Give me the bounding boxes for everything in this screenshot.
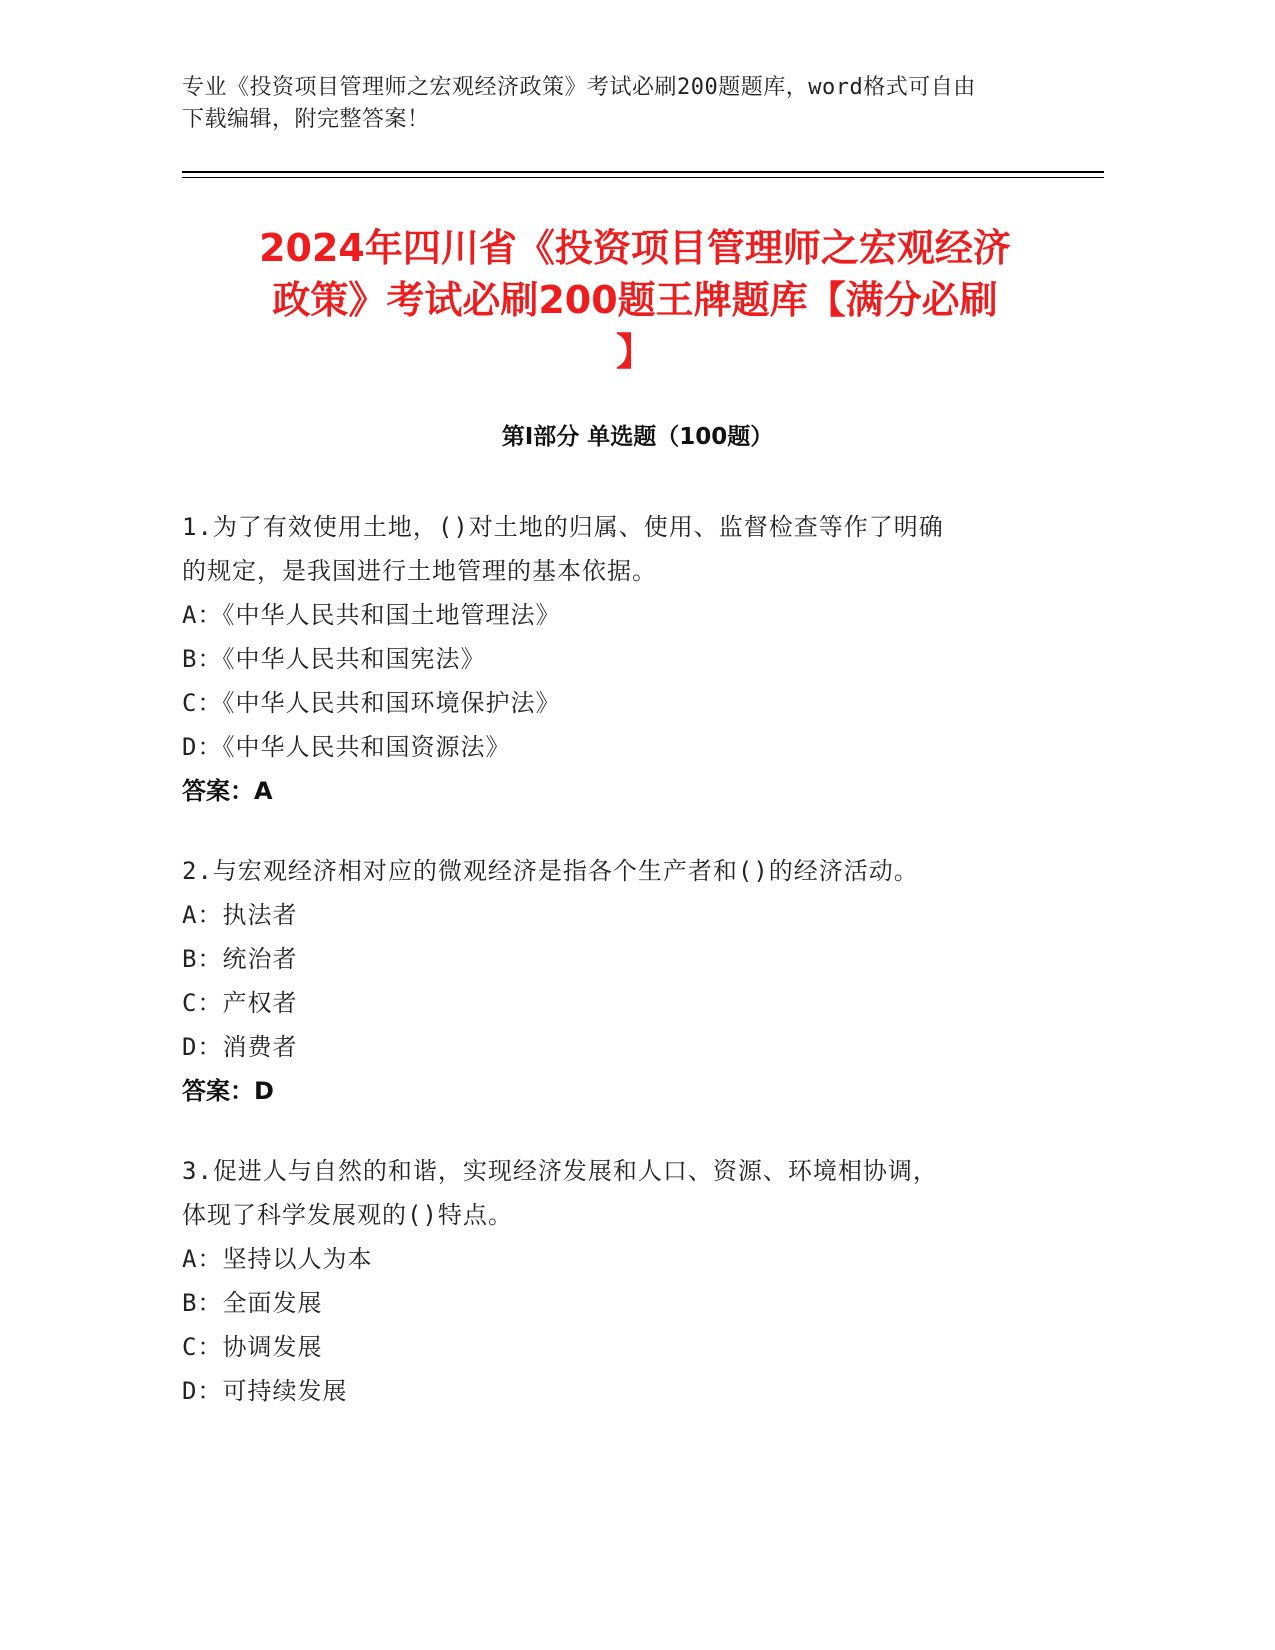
question-stem: 的规定，是我国进行土地管理的基本依据。 xyxy=(182,557,657,585)
option-b: B：统治者 xyxy=(182,945,298,973)
question-item xyxy=(182,505,1022,813)
header-note-line: 专业《投资项目管理师之宏观经济政策》考试必刷200题题库，word格式可自由 xyxy=(182,75,976,100)
question-item xyxy=(182,849,1022,1113)
answer-label: 答案：A xyxy=(182,777,273,805)
question-stem: 2.与宏观经济相对应的微观经济是指各个生产者和()的经济活动。 xyxy=(182,857,919,885)
option-a: A：《中华人民共和国土地管理法》 xyxy=(182,601,561,629)
question-stem: 1.为了有效使用土地，()对土地的归属、使用、监督检查等作了明确 xyxy=(182,513,944,541)
title-line: 2024年四川省《投资项目管理师之宏观经济 xyxy=(259,226,1011,270)
header-divider-thick xyxy=(182,171,1104,173)
option-d: D：《中华人民共和国资源法》 xyxy=(182,733,511,761)
option-d: D：可持续发展 xyxy=(182,1377,348,1405)
title-line: 政策》考试必刷200题王牌题库【满分必刷 xyxy=(272,278,998,322)
question-stem: 3.促进人与自然的和谐，实现经济发展和人口、资源、环境相协调， xyxy=(182,1157,938,1185)
option-c: C：协调发展 xyxy=(182,1333,323,1361)
question-stem: 体现了科学发展观的()特点。 xyxy=(182,1201,513,1229)
header-note-line: 下载编辑，附完整答案！ xyxy=(182,107,430,132)
option-b: B：全面发展 xyxy=(182,1289,323,1317)
option-a: A：执法者 xyxy=(182,901,298,929)
question-list xyxy=(182,505,1022,1449)
option-a: A：坚持以人为本 xyxy=(182,1245,373,1273)
option-c: C：《中华人民共和国环境保护法》 xyxy=(182,689,561,717)
question-item xyxy=(182,1149,1022,1413)
header-note xyxy=(182,72,1082,136)
header-divider-thin xyxy=(182,177,1104,178)
title-line: 】 xyxy=(615,330,654,374)
document-title xyxy=(160,222,1110,378)
option-c: C：产权者 xyxy=(182,989,298,1017)
section-heading: 第I部分 单选题（100题） xyxy=(501,424,774,450)
option-b: B：《中华人民共和国宪法》 xyxy=(182,645,486,673)
option-d: D：消费者 xyxy=(182,1033,298,1061)
answer-label: 答案：D xyxy=(182,1077,274,1105)
